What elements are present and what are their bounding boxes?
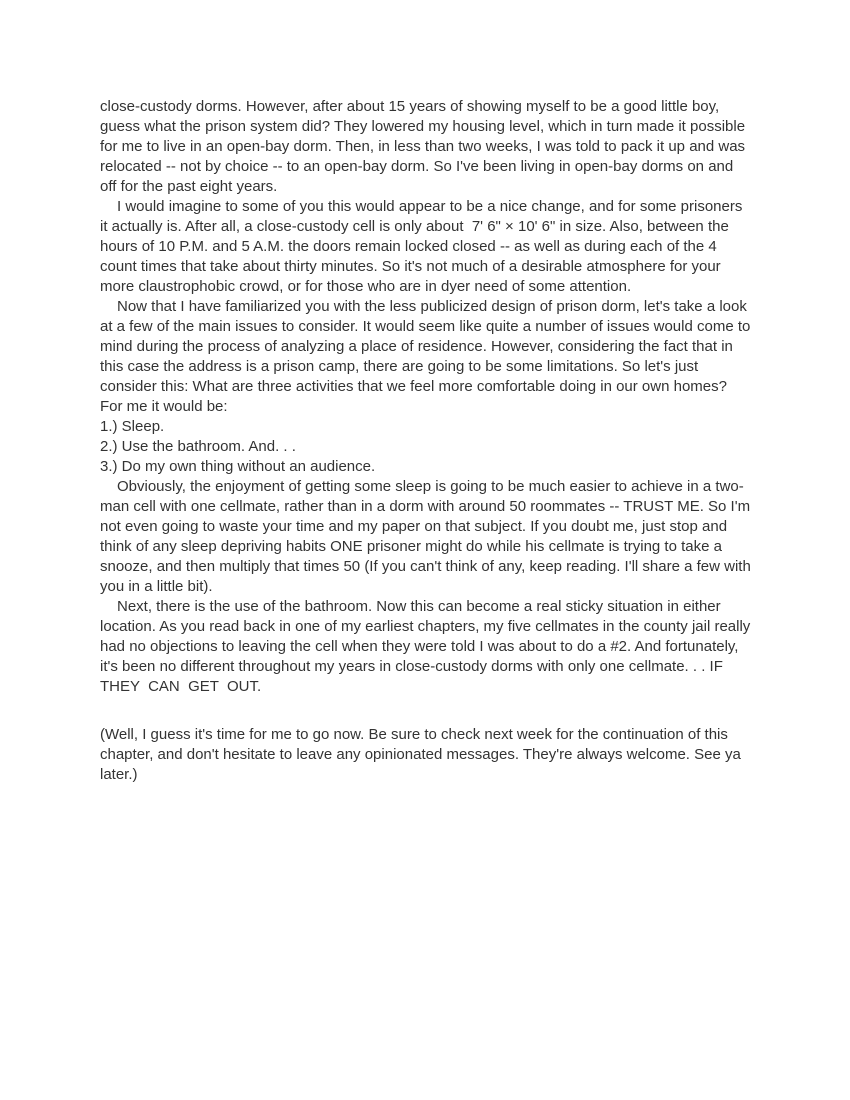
list-item-2: 2.) Use the bathroom. And. . . (100, 438, 296, 455)
list-item-1: 1.) Sleep. (100, 418, 165, 435)
text-column (100, 97, 755, 785)
paragraph: Next, there is the use of the bathroom. Now this can become a real sticky situation in either location. As you read back in one of my earliest chapters, my five cellmates in the county jail really had no objections to leaving the cell when they were told I was about to do a #2. And fortunately, it's been no different throughout my years in close-custody dorms with only one cellmate. . . IF THEY CAN GET OUT. (100, 598, 755, 695)
paragraph: Obviously, the enjoyment of getting some sleep is going to be much easier to achieve in a two-man cell with one cellmate, rather than in a dorm with around 50 roommates -- TRUST ME. So I'm not even going to waste your time and my paper on that subject. If you doubt me, just stop and think of any sleep depriving habits ONE prisoner might do while his cellmate is trying to take a snooze, and then multiply that times 50 (If you can't think of any, keep reading. I'll share a few with you in a little bit). (100, 478, 755, 595)
paragraph: I would imagine to some of you this would appear to be a nice change, and for some prisoners it actually is. After all, a close-custody cell is only about 7' 6" × 10' 6" in size. Also, between the hours of 10 P.M. and 5 A.M. the doors remain locked closed -- as well as during each of the 4 count times that take about thirty minutes. So it's not much of a desirable atmosphere for your more claustrophobic crowd, or for those who are in dyer need of some attention. (100, 198, 747, 295)
paragraph: Now that I have familiarized you with the less publicized design of prison dorm, let's take a look at a few of the main issues to consider. It would seem like quite a number of issues would come to mind during the process of analyzing a place of residence. However, considering the fact that in this case the address is a prison camp, there are going to be some limitations. So let's just consider this: What are three activities that we feel more comfortable doing in our own homes? For me it would be: (100, 298, 755, 415)
paragraph-signoff: (Well, I guess it's time for me to go now. Be sure to check next week for the continuation of this chapter, and don't hesitate to leave any opinionated messages. They're always welcome. See ya later.) (100, 726, 746, 783)
paragraph-continuation: close-custody dorms. However, after about 15 years of showing myself to be a good little boy, guess what the prison system did? They lowered my housing level, which in turn made it possible for me to live in an open-bay dorm. Then, in less than two weeks, I was told to pack it up and was relocated -- not by choice -- to an open-bay dorm. So I've been living in open-bay dorms on and off for the past eight years. (100, 98, 750, 195)
list-item-3: 3.) Do my own thing without an audience. (100, 458, 376, 475)
